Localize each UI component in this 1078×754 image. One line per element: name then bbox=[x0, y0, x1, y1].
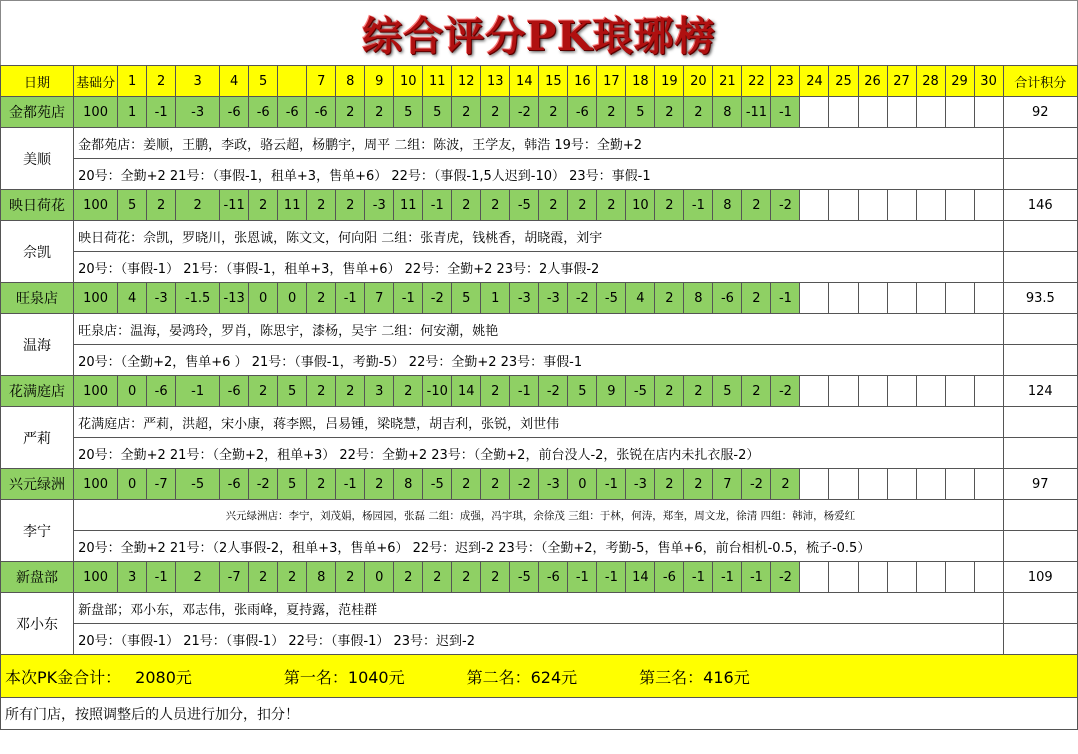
day-score-cell[interactable]: 2 bbox=[481, 562, 510, 593]
day-score-cell[interactable]: 4 bbox=[118, 283, 147, 314]
day-score-cell[interactable]: -1.5 bbox=[176, 283, 220, 314]
day-score-cell[interactable]: 2 bbox=[539, 190, 568, 221]
day-score-cell[interactable]: 2 bbox=[597, 190, 626, 221]
store-score-row bbox=[1, 283, 1078, 314]
day-score-cell[interactable] bbox=[800, 376, 829, 407]
day-score-cell[interactable]: -1 bbox=[771, 283, 800, 314]
day-score-cell[interactable] bbox=[916, 283, 945, 314]
day-score-cell[interactable]: 8 bbox=[394, 469, 423, 500]
day-score-cell[interactable]: 9 bbox=[597, 376, 626, 407]
day-score-cell[interactable]: 0 bbox=[249, 283, 278, 314]
day-score-cell[interactable]: 2 bbox=[394, 562, 423, 593]
day-score-cell[interactable]: -2 bbox=[510, 469, 539, 500]
header-row bbox=[1, 66, 1078, 97]
day-header[interactable]: 23 bbox=[771, 66, 800, 97]
day-score-cell[interactable]: 8 bbox=[684, 283, 713, 314]
day-score-cell[interactable]: -1 bbox=[771, 97, 800, 128]
store-score-row bbox=[1, 190, 1078, 221]
day-score-cell[interactable]: -2 bbox=[539, 376, 568, 407]
day-score-cell[interactable] bbox=[887, 190, 916, 221]
day-score-cell[interactable]: 2 bbox=[307, 469, 336, 500]
day-header[interactable]: 28 bbox=[916, 66, 945, 97]
day-score-cell[interactable]: -1 bbox=[684, 562, 713, 593]
day-header[interactable]: 20 bbox=[684, 66, 713, 97]
day-score-cell[interactable]: 1 bbox=[118, 97, 147, 128]
store-score-row bbox=[1, 562, 1078, 593]
day-score-cell[interactable]: 0 bbox=[365, 562, 394, 593]
day-score-cell[interactable]: 5 bbox=[118, 190, 147, 221]
store-note-cell[interactable]: 20号：全勤+2 21号：（2人事假-2，租单+3，售单+6） 22号：迟到-2 23号：（全勤+2，考勤-5，售单+6，前台相机-0.5，梳子-0.5） bbox=[74, 531, 1004, 562]
day-score-cell[interactable]: 5 bbox=[713, 376, 742, 407]
day-score-cell[interactable] bbox=[858, 469, 887, 500]
day-score-cell[interactable]: 8 bbox=[307, 562, 336, 593]
empty-cell[interactable] bbox=[1003, 252, 1077, 283]
day-header[interactable]: 8 bbox=[336, 66, 365, 97]
day-score-cell[interactable]: -1 bbox=[510, 376, 539, 407]
store-note-cell[interactable]: 20号：全勤+2 21号：（事假-1，租单+3，售单+6） 22号：（事假-1,5人迟到-10） 23号：事假-1 bbox=[74, 159, 1004, 190]
day-score-cell[interactable]: 2 bbox=[336, 97, 365, 128]
total-score-cell[interactable]: 146 bbox=[1003, 190, 1077, 221]
day-score-cell[interactable] bbox=[945, 469, 974, 500]
store-name-cell[interactable]: 金都苑店 bbox=[1, 97, 74, 128]
empty-cell[interactable] bbox=[1003, 345, 1077, 376]
day-header[interactable]: 11 bbox=[423, 66, 452, 97]
day-score-cell[interactable]: 10 bbox=[626, 190, 655, 221]
day-score-cell[interactable]: 2 bbox=[452, 562, 481, 593]
score-table bbox=[0, 65, 1078, 730]
store-note-cell[interactable]: 20号：（事假-1） 21号：（事假-1） 22号：（事假-1） 23号：迟到-2 bbox=[74, 624, 1004, 655]
day-score-cell[interactable]: -7 bbox=[147, 469, 176, 500]
store-note-row bbox=[1, 252, 1078, 283]
day-score-cell[interactable] bbox=[858, 283, 887, 314]
day-score-cell[interactable]: 2 bbox=[684, 469, 713, 500]
day-header[interactable]: 15 bbox=[539, 66, 568, 97]
day-score-cell[interactable]: -2 bbox=[510, 97, 539, 128]
day-score-cell[interactable] bbox=[858, 376, 887, 407]
day-score-cell[interactable]: -3 bbox=[626, 469, 655, 500]
day-score-cell[interactable]: -6 bbox=[539, 562, 568, 593]
day-score-cell[interactable]: 0 bbox=[118, 469, 147, 500]
store-note-cell[interactable]: 花满庭店：严莉，洪超，宋小康，蒋李熙，吕易锺，梁晓慧，胡吉利，张锐，刘世伟 bbox=[74, 407, 1004, 438]
store-note-cell[interactable]: 兴元绿洲店：李宁，刘茂娟，杨园园，张磊 二组：成强，冯宇琪，余徐茂 三组：于林，何涛，郑奎，周文龙，徐清 四组：韩沛，杨爱红 bbox=[74, 500, 1004, 531]
day-score-cell[interactable]: -5 bbox=[423, 469, 452, 500]
store-note-cell[interactable]: 旺泉店：温海，晏鸿玲，罗肖，陈思宇，漆杨，吴宇 二组：何安潮，姚艳 bbox=[74, 314, 1004, 345]
store-note-row bbox=[1, 531, 1078, 562]
day-score-cell[interactable]: 7 bbox=[365, 283, 394, 314]
day-score-cell[interactable]: -2 bbox=[423, 283, 452, 314]
empty-cell[interactable] bbox=[1003, 500, 1077, 531]
day-score-cell[interactable] bbox=[974, 97, 1003, 128]
day-score-cell[interactable]: 2 bbox=[742, 190, 771, 221]
store-note-row bbox=[1, 128, 1078, 159]
day-score-cell[interactable]: -13 bbox=[220, 283, 249, 314]
day-score-cell[interactable] bbox=[887, 97, 916, 128]
day-header[interactable]: 10 bbox=[394, 66, 423, 97]
empty-cell[interactable] bbox=[1003, 128, 1077, 159]
day-score-cell[interactable]: -2 bbox=[771, 190, 800, 221]
day-score-cell[interactable]: 5 bbox=[394, 97, 423, 128]
day-score-cell[interactable]: -2 bbox=[249, 469, 278, 500]
base-score-cell[interactable]: 100 bbox=[74, 97, 118, 128]
day-score-cell[interactable]: -1 bbox=[742, 562, 771, 593]
day-header[interactable]: 19 bbox=[655, 66, 684, 97]
day-score-cell[interactable] bbox=[829, 562, 858, 593]
day-score-cell[interactable]: 2 bbox=[771, 469, 800, 500]
day-score-cell[interactable]: 2 bbox=[176, 190, 220, 221]
empty-cell[interactable] bbox=[1003, 407, 1077, 438]
total-score-cell[interactable]: 97 bbox=[1003, 469, 1077, 500]
store-note-row bbox=[1, 500, 1078, 531]
day-score-cell[interactable]: -1 bbox=[394, 283, 423, 314]
day-score-cell[interactable]: -1 bbox=[147, 562, 176, 593]
day-score-cell[interactable]: -6 bbox=[713, 283, 742, 314]
manager-name-cell[interactable]: 佘凯 bbox=[1, 221, 74, 283]
day-score-cell[interactable] bbox=[800, 190, 829, 221]
store-note-cell[interactable]: 金都苑店：姜顺，王鹏，李政，骆云超，杨鹏宇，周平 二组：陈波，王学友，韩浩 19号：全勤+2 bbox=[74, 128, 1004, 159]
total-score-cell[interactable]: 93.5 bbox=[1003, 283, 1077, 314]
day-score-cell[interactable]: -1 bbox=[684, 190, 713, 221]
day-score-cell[interactable]: -3 bbox=[365, 190, 394, 221]
manager-name-cell[interactable]: 邓小东 bbox=[1, 593, 74, 655]
day-score-cell[interactable]: -1 bbox=[568, 562, 597, 593]
base-score-cell[interactable]: 100 bbox=[74, 283, 118, 314]
day-score-cell[interactable]: -2 bbox=[771, 376, 800, 407]
day-header[interactable]: 3 bbox=[176, 66, 220, 97]
day-score-cell[interactable]: -11 bbox=[742, 97, 771, 128]
day-score-cell[interactable]: 5 bbox=[278, 469, 307, 500]
day-score-cell[interactable]: 2 bbox=[655, 376, 684, 407]
day-header[interactable]: 13 bbox=[481, 66, 510, 97]
day-score-cell[interactable] bbox=[800, 562, 829, 593]
day-score-cell[interactable]: -6 bbox=[249, 97, 278, 128]
day-score-cell[interactable]: 2 bbox=[249, 190, 278, 221]
empty-cell[interactable] bbox=[1003, 624, 1077, 655]
day-score-cell[interactable]: -6 bbox=[220, 376, 249, 407]
store-note-row bbox=[1, 624, 1078, 655]
store-name-cell[interactable]: 映日荷花 bbox=[1, 190, 74, 221]
day-score-cell[interactable]: 2 bbox=[742, 283, 771, 314]
sheet-title-cell[interactable] bbox=[0, 0, 1078, 66]
day-score-cell[interactable]: 2 bbox=[481, 97, 510, 128]
day-score-cell[interactable]: -1 bbox=[176, 376, 220, 407]
day-score-cell[interactable]: 2 bbox=[336, 190, 365, 221]
day-header[interactable]: 7 bbox=[307, 66, 336, 97]
manager-name-cell[interactable]: 温海 bbox=[1, 314, 74, 376]
day-score-cell[interactable] bbox=[974, 376, 1003, 407]
store-note-row bbox=[1, 407, 1078, 438]
day-score-cell[interactable]: -1 bbox=[147, 97, 176, 128]
day-header[interactable] bbox=[278, 66, 307, 97]
footer-row bbox=[1, 698, 1078, 730]
store-score-row bbox=[1, 97, 1078, 128]
pk-summary-cell[interactable] bbox=[1, 655, 1078, 698]
base-score-cell[interactable]: 100 bbox=[74, 376, 118, 407]
manager-name-cell[interactable]: 严莉 bbox=[1, 407, 74, 469]
day-score-cell[interactable]: 5 bbox=[626, 97, 655, 128]
day-score-cell[interactable]: 8 bbox=[713, 97, 742, 128]
empty-cell[interactable] bbox=[1003, 159, 1077, 190]
day-score-cell[interactable]: 5 bbox=[452, 283, 481, 314]
day-score-cell[interactable]: -2 bbox=[742, 469, 771, 500]
day-score-cell[interactable]: 2 bbox=[597, 97, 626, 128]
day-score-cell[interactable] bbox=[887, 469, 916, 500]
empty-cell[interactable] bbox=[1003, 221, 1077, 252]
second-prize: 第二名：624元 bbox=[466, 667, 578, 687]
pk-total-value: 2080元 bbox=[135, 667, 192, 687]
day-score-cell[interactable]: -5 bbox=[176, 469, 220, 500]
day-score-cell[interactable] bbox=[945, 97, 974, 128]
pk-summary-row bbox=[1, 655, 1078, 698]
day-score-cell[interactable]: 5 bbox=[568, 376, 597, 407]
day-header[interactable]: 26 bbox=[858, 66, 887, 97]
store-name-cell[interactable]: 兴元绿洲 bbox=[1, 469, 74, 500]
day-score-cell[interactable]: -6 bbox=[220, 97, 249, 128]
total-score-cell[interactable]: 109 bbox=[1003, 562, 1077, 593]
store-name-cell[interactable]: 花满庭店 bbox=[1, 376, 74, 407]
day-score-cell[interactable]: 2 bbox=[336, 376, 365, 407]
store-note-row bbox=[1, 314, 1078, 345]
footer-note-cell[interactable]: 所有门店，按照调整后的人员进行加分，扣分！ bbox=[1, 698, 1078, 730]
base-score-cell[interactable]: 100 bbox=[74, 190, 118, 221]
day-score-cell[interactable]: 2 bbox=[278, 562, 307, 593]
day-header[interactable]: 18 bbox=[626, 66, 655, 97]
day-score-cell[interactable] bbox=[916, 190, 945, 221]
day-score-cell[interactable]: 2 bbox=[249, 376, 278, 407]
store-note-row bbox=[1, 438, 1078, 469]
day-header[interactable]: 5 bbox=[249, 66, 278, 97]
day-score-cell[interactable]: -1 bbox=[713, 562, 742, 593]
day-header[interactable]: 27 bbox=[887, 66, 916, 97]
day-score-cell[interactable]: -3 bbox=[147, 283, 176, 314]
day-score-cell[interactable]: 11 bbox=[278, 190, 307, 221]
day-score-cell[interactable]: 2 bbox=[423, 562, 452, 593]
day-score-cell[interactable]: 0 bbox=[568, 469, 597, 500]
day-score-cell[interactable]: 2 bbox=[655, 190, 684, 221]
store-note-row bbox=[1, 221, 1078, 252]
day-header[interactable]: 17 bbox=[597, 66, 626, 97]
day-score-cell[interactable] bbox=[858, 562, 887, 593]
day-score-cell[interactable]: 2 bbox=[655, 283, 684, 314]
day-score-cell[interactable]: -6 bbox=[220, 469, 249, 500]
day-score-cell[interactable]: -10 bbox=[423, 376, 452, 407]
day-score-cell[interactable]: -5 bbox=[597, 283, 626, 314]
day-score-cell[interactable]: 2 bbox=[481, 469, 510, 500]
day-score-cell[interactable] bbox=[887, 562, 916, 593]
day-score-cell[interactable]: 0 bbox=[118, 376, 147, 407]
day-score-cell[interactable]: -5 bbox=[626, 376, 655, 407]
day-score-cell[interactable]: 2 bbox=[365, 97, 394, 128]
day-score-cell[interactable] bbox=[916, 376, 945, 407]
day-score-cell[interactable] bbox=[829, 469, 858, 500]
day-score-cell[interactable] bbox=[829, 97, 858, 128]
day-header[interactable]: 25 bbox=[829, 66, 858, 97]
day-score-cell[interactable]: 2 bbox=[307, 376, 336, 407]
base-score-cell[interactable]: 100 bbox=[74, 469, 118, 500]
day-score-cell[interactable]: 11 bbox=[394, 190, 423, 221]
day-score-cell[interactable]: 2 bbox=[452, 97, 481, 128]
day-score-cell[interactable]: -1 bbox=[597, 562, 626, 593]
store-score-row bbox=[1, 376, 1078, 407]
day-score-cell[interactable]: -1 bbox=[336, 283, 365, 314]
day-header[interactable]: 29 bbox=[945, 66, 974, 97]
day-score-cell[interactable] bbox=[974, 190, 1003, 221]
store-note-cell[interactable]: 新盘部；邓小东，邓志伟，张雨峰，夏持露，范桂群 bbox=[74, 593, 1004, 624]
third-prize: 第三名：416元 bbox=[639, 667, 750, 687]
day-header[interactable]: 14 bbox=[510, 66, 539, 97]
manager-name-cell[interactable]: 李宁 bbox=[1, 500, 74, 562]
day-score-cell[interactable]: 2 bbox=[684, 97, 713, 128]
day-score-cell[interactable] bbox=[800, 469, 829, 500]
day-score-cell[interactable]: -6 bbox=[147, 376, 176, 407]
day-score-cell[interactable] bbox=[945, 283, 974, 314]
day-header[interactable]: 24 bbox=[800, 66, 829, 97]
first-prize: 第一名：1040元 bbox=[283, 667, 405, 687]
day-score-cell[interactable] bbox=[829, 283, 858, 314]
day-score-cell[interactable]: 2 bbox=[684, 376, 713, 407]
day-header[interactable]: 22 bbox=[742, 66, 771, 97]
day-score-cell[interactable]: 2 bbox=[452, 469, 481, 500]
day-header[interactable]: 16 bbox=[568, 66, 597, 97]
store-note-row bbox=[1, 345, 1078, 376]
day-score-cell[interactable] bbox=[945, 562, 974, 593]
store-name-cell[interactable]: 旺泉店 bbox=[1, 283, 74, 314]
day-score-cell[interactable]: 2 bbox=[568, 190, 597, 221]
total-score-header[interactable]: 合计积分 bbox=[1003, 66, 1077, 97]
empty-cell[interactable] bbox=[1003, 314, 1077, 345]
day-score-cell[interactable] bbox=[887, 376, 916, 407]
day-score-cell[interactable] bbox=[916, 97, 945, 128]
day-score-cell[interactable]: -1 bbox=[336, 469, 365, 500]
empty-cell[interactable] bbox=[1003, 531, 1077, 562]
day-score-cell[interactable] bbox=[887, 283, 916, 314]
day-score-cell[interactable]: 2 bbox=[176, 562, 220, 593]
day-score-cell[interactable]: 3 bbox=[118, 562, 147, 593]
total-score-cell[interactable]: 92 bbox=[1003, 97, 1077, 128]
day-score-cell[interactable]: -6 bbox=[568, 97, 597, 128]
day-score-cell[interactable] bbox=[916, 469, 945, 500]
day-header[interactable]: 30 bbox=[974, 66, 1003, 97]
day-score-cell[interactable]: 8 bbox=[713, 190, 742, 221]
day-score-cell[interactable] bbox=[974, 469, 1003, 500]
day-header[interactable]: 12 bbox=[452, 66, 481, 97]
day-score-cell[interactable]: 2 bbox=[307, 283, 336, 314]
sheet-title: 综合评分PK琅琊榜 bbox=[362, 12, 716, 60]
empty-cell[interactable] bbox=[1003, 593, 1077, 624]
day-score-cell[interactable]: 5 bbox=[278, 376, 307, 407]
day-score-cell[interactable]: -7 bbox=[220, 562, 249, 593]
day-score-cell[interactable]: 14 bbox=[626, 562, 655, 593]
total-score-cell[interactable]: 124 bbox=[1003, 376, 1077, 407]
day-score-cell[interactable]: -1 bbox=[597, 469, 626, 500]
store-name-cell[interactable]: 新盘部 bbox=[1, 562, 74, 593]
day-score-cell[interactable]: 2 bbox=[336, 562, 365, 593]
day-score-cell[interactable]: 2 bbox=[742, 376, 771, 407]
day-score-cell[interactable]: 5 bbox=[423, 97, 452, 128]
date-header[interactable]: 日期 bbox=[1, 66, 74, 97]
store-note-row bbox=[1, 159, 1078, 190]
day-score-cell[interactable] bbox=[829, 190, 858, 221]
day-header[interactable]: 4 bbox=[220, 66, 249, 97]
day-score-cell[interactable]: 3 bbox=[365, 376, 394, 407]
day-score-cell[interactable]: 2 bbox=[147, 190, 176, 221]
day-score-cell[interactable]: -5 bbox=[510, 562, 539, 593]
pk-total-label: 本次PK金合计： bbox=[5, 667, 122, 687]
day-header[interactable]: 1 bbox=[118, 66, 147, 97]
day-score-cell[interactable]: -11 bbox=[220, 190, 249, 221]
day-score-cell[interactable]: 2 bbox=[655, 97, 684, 128]
store-score-row bbox=[1, 469, 1078, 500]
day-score-cell[interactable]: 2 bbox=[655, 469, 684, 500]
day-score-cell[interactable]: -6 bbox=[655, 562, 684, 593]
day-score-cell[interactable]: -1 bbox=[423, 190, 452, 221]
day-score-cell[interactable]: 2 bbox=[539, 97, 568, 128]
day-header[interactable]: 21 bbox=[713, 66, 742, 97]
day-score-cell[interactable] bbox=[916, 562, 945, 593]
store-note-row bbox=[1, 593, 1078, 624]
store-note-cell[interactable]: 20号：（事假-1） 21号：（事假-1，租单+3，售单+6） 22号：全勤+2 23号：2人事假-2 bbox=[74, 252, 1004, 283]
base-score-cell[interactable]: 100 bbox=[74, 562, 118, 593]
day-score-cell[interactable] bbox=[945, 376, 974, 407]
day-score-cell[interactable] bbox=[800, 97, 829, 128]
day-score-cell[interactable]: 2 bbox=[249, 562, 278, 593]
day-score-cell[interactable] bbox=[829, 376, 858, 407]
day-score-cell[interactable]: 2 bbox=[394, 376, 423, 407]
day-score-cell[interactable]: 7 bbox=[713, 469, 742, 500]
day-score-cell[interactable]: 2 bbox=[452, 190, 481, 221]
day-score-cell[interactable]: 2 bbox=[481, 376, 510, 407]
day-score-cell[interactable]: -5 bbox=[510, 190, 539, 221]
day-header[interactable]: 9 bbox=[365, 66, 394, 97]
base-score-header[interactable]: 基础分 bbox=[74, 66, 118, 97]
day-score-cell[interactable] bbox=[858, 190, 887, 221]
day-score-cell[interactable]: 14 bbox=[452, 376, 481, 407]
day-score-cell[interactable] bbox=[974, 562, 1003, 593]
day-score-cell[interactable]: 0 bbox=[278, 283, 307, 314]
day-score-cell[interactable]: 2 bbox=[365, 469, 394, 500]
day-score-cell[interactable] bbox=[974, 283, 1003, 314]
day-score-cell[interactable]: -6 bbox=[278, 97, 307, 128]
day-score-cell[interactable]: -3 bbox=[176, 97, 220, 128]
day-score-cell[interactable] bbox=[858, 97, 887, 128]
day-score-cell[interactable]: 2 bbox=[481, 190, 510, 221]
day-score-cell[interactable] bbox=[945, 190, 974, 221]
day-score-cell[interactable]: -2 bbox=[771, 562, 800, 593]
store-note-cell[interactable]: 20号：全勤+2 21号：（全勤+2，租单+3） 22号：全勤+2 23号：（全勤+2，前台没人-2，张锐在店内未扎衣服-2） bbox=[74, 438, 1004, 469]
manager-name-cell[interactable]: 美顺 bbox=[1, 128, 74, 190]
day-score-cell[interactable]: 4 bbox=[626, 283, 655, 314]
empty-cell[interactable] bbox=[1003, 438, 1077, 469]
store-note-cell[interactable]: 映日荷花：佘凯，罗晓川，张恩诚，陈文文，何向阳 二组：张青虎，钱桃香，胡晓霞，刘宇 bbox=[74, 221, 1004, 252]
day-header[interactable]: 2 bbox=[147, 66, 176, 97]
day-score-cell[interactable]: -2 bbox=[568, 283, 597, 314]
store-note-cell[interactable]: 20号：（全勤+2，售单+6 ） 21号：（事假-1，考勤-5） 22号：全勤+2 23号：事假-1 bbox=[74, 345, 1004, 376]
day-score-cell[interactable]: -3 bbox=[539, 469, 568, 500]
day-score-cell[interactable]: 1 bbox=[481, 283, 510, 314]
day-score-cell[interactable]: 2 bbox=[307, 190, 336, 221]
day-score-cell[interactable]: -6 bbox=[307, 97, 336, 128]
day-score-cell[interactable]: -3 bbox=[510, 283, 539, 314]
day-score-cell[interactable] bbox=[800, 283, 829, 314]
day-score-cell[interactable]: -3 bbox=[539, 283, 568, 314]
